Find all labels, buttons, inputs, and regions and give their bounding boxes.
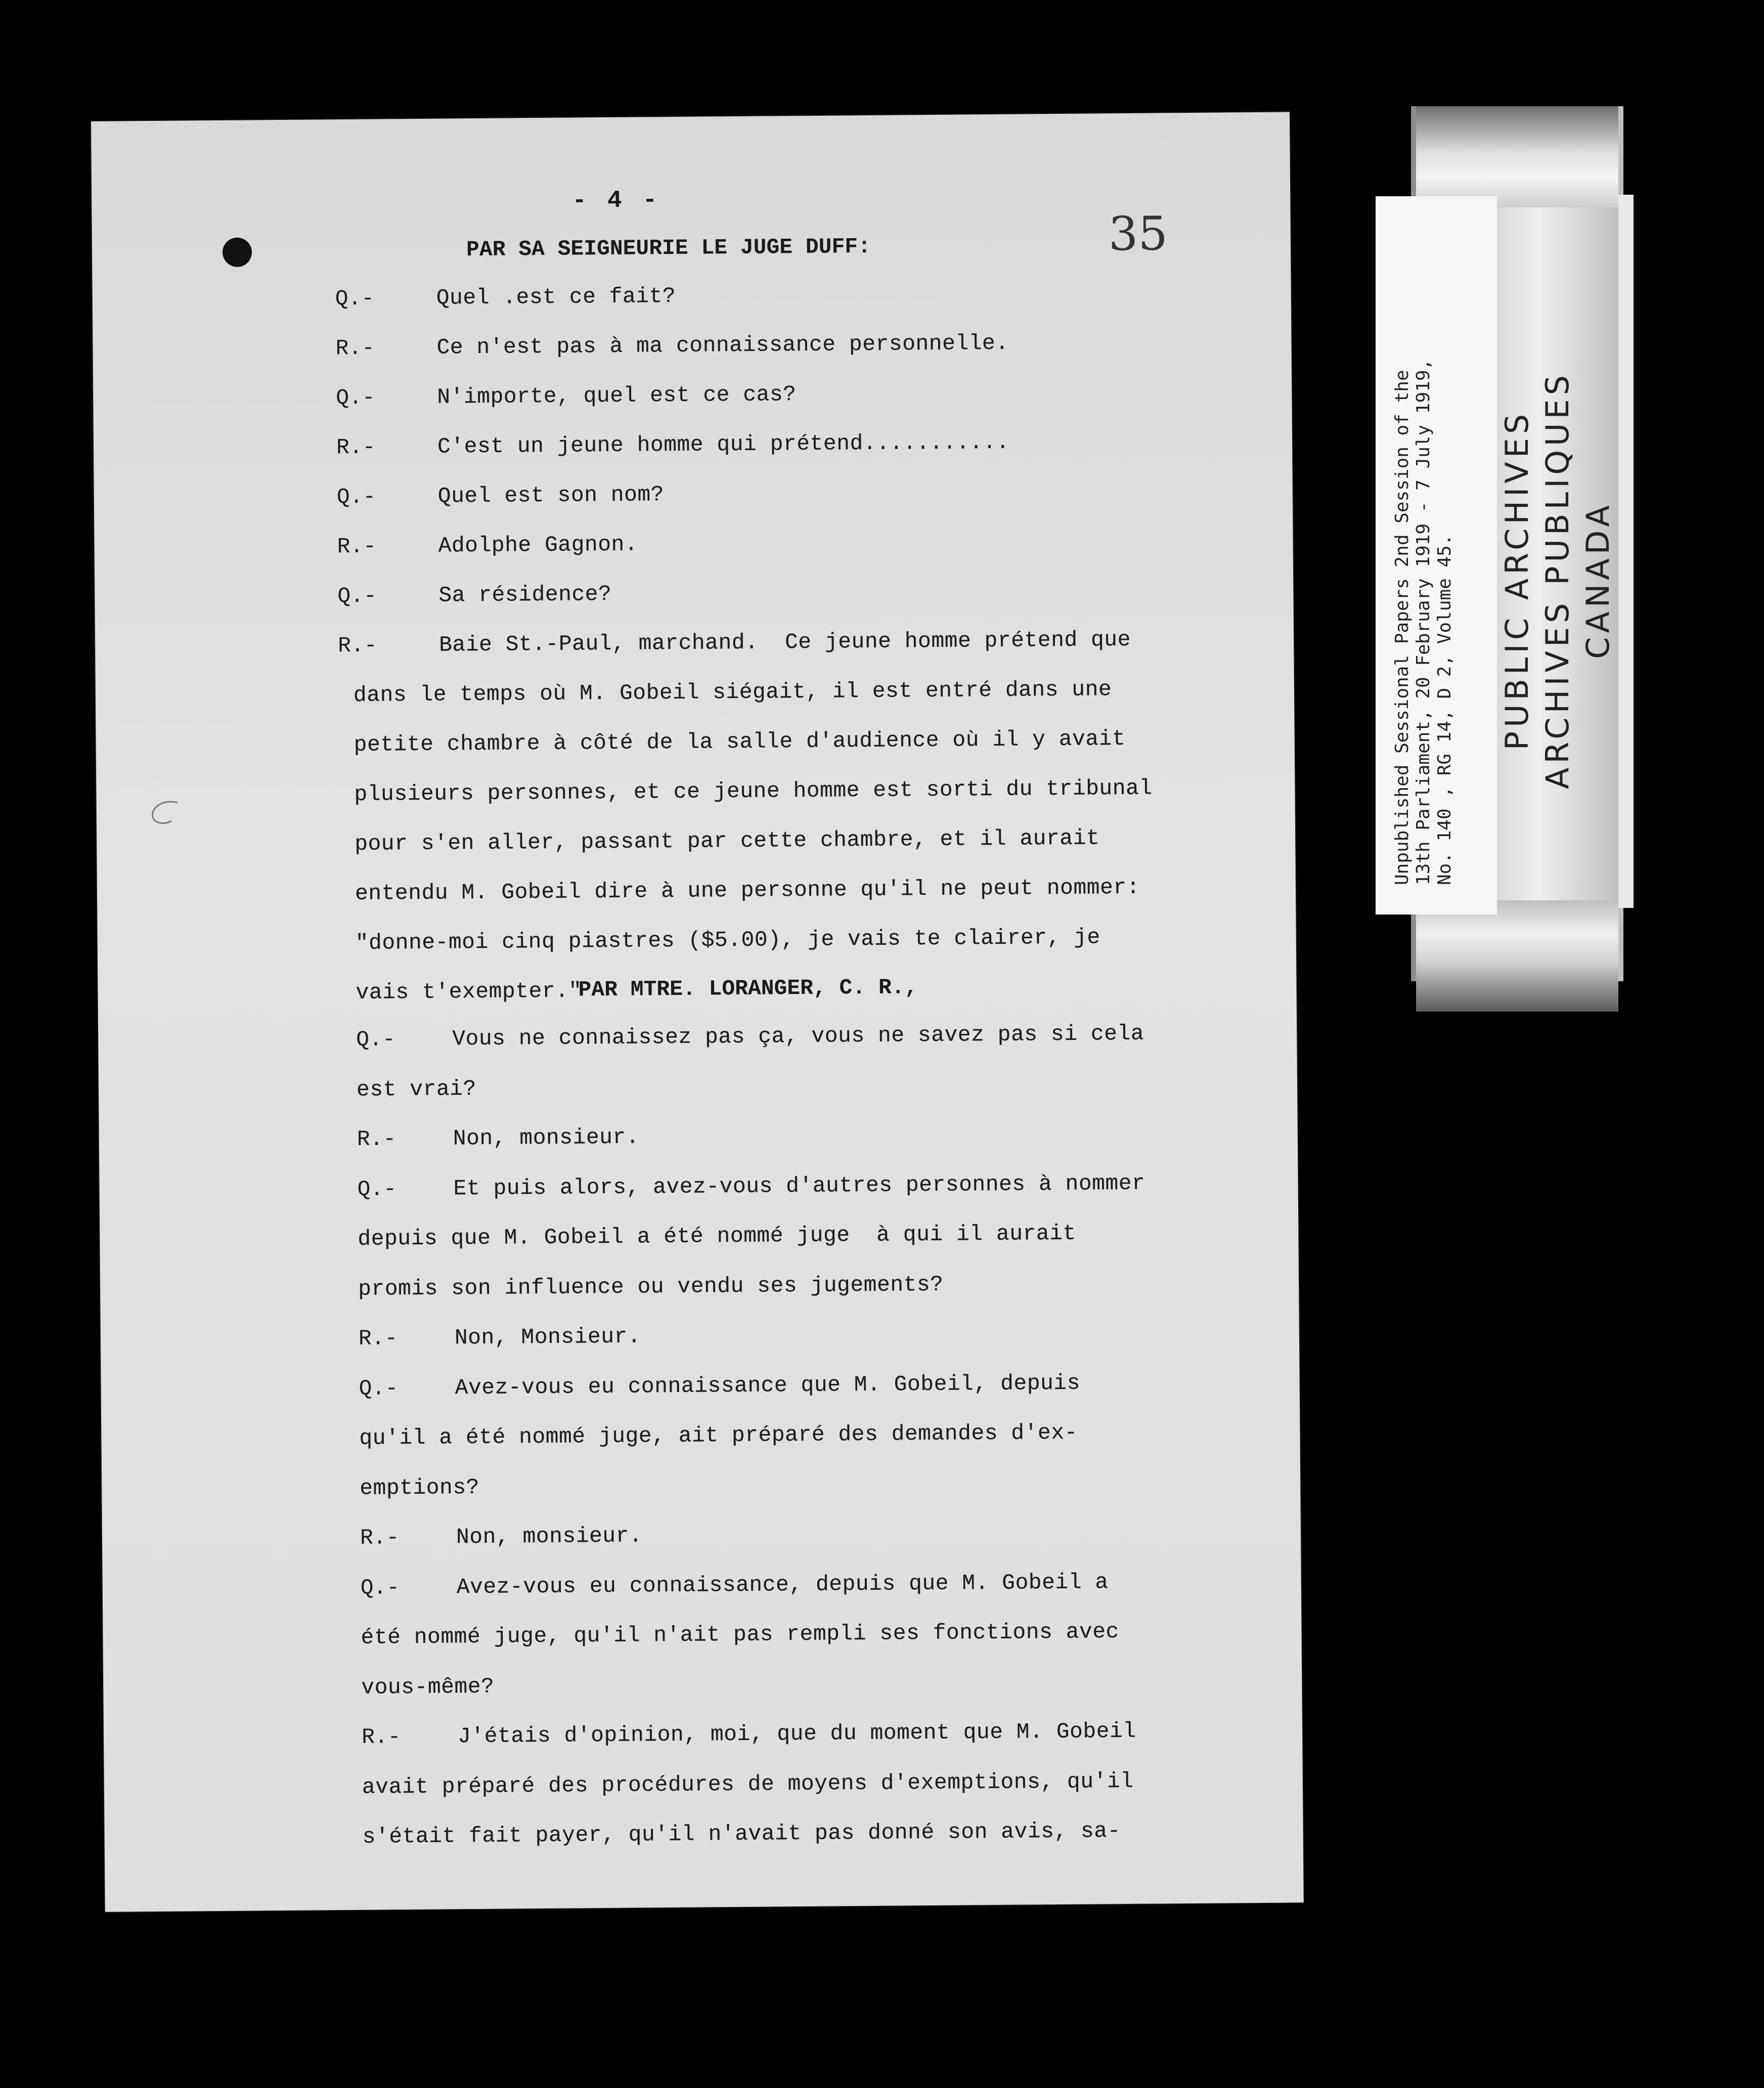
transcript-line: Non, monsieur.	[456, 1523, 643, 1550]
transcript-line: promis son influence ou vendu ses jugements?	[358, 1272, 944, 1301]
transcript-line: Vous ne connaissez pas ça, vous ne savez pas si cela	[452, 1021, 1144, 1052]
speaker-tag: Q.-	[337, 583, 377, 609]
transcript-line: Ce n'est pas à ma connaissance personnelle.	[436, 330, 1009, 360]
speaker-tag: R.-	[361, 1724, 401, 1750]
transcript-line: est vrai?	[356, 1076, 476, 1102]
speaker-tag: Q.-	[336, 484, 376, 510]
transcript-line: été nommé juge, qu'il n'ait pas rempli ses fonctions avec	[361, 1619, 1120, 1650]
heading-juge-duff: PAR SA SEIGNEURIE LE JUGE DUFF:	[466, 234, 871, 263]
speaker-tag: R.-	[337, 633, 377, 659]
archive-tab-bottom-fold	[1416, 900, 1618, 1012]
transcript-line: Quel .est ce fait?	[436, 283, 676, 311]
speaker-tag: R.-	[358, 1326, 398, 1351]
transcript-line: Avez-vous eu connaissance que M. Gobeil, depuis	[455, 1370, 1081, 1400]
citation-line-3: No. 140 , RG 14, D 2, Volume 45.	[1434, 534, 1455, 885]
transcript-line: "donne-moi cinq piastres ($5.00), je vais te clairer, je	[355, 925, 1100, 955]
transcript-line: J'étais d'opinion, moi, que du moment que M. Gobeil	[457, 1718, 1136, 1749]
speaker-tag: R.-	[357, 1126, 396, 1152]
transcript-line: C'est un jeune homme qui prétend...........	[437, 429, 1010, 459]
folio-number: 35	[1108, 206, 1168, 262]
transcript-line: entendu M. Gobeil dire à une personne qu'il ne peut nommer:	[355, 875, 1140, 906]
stamp-line-3: CANADA	[1579, 501, 1616, 659]
transcript-line: vais t'exempter."	[356, 978, 582, 1005]
transcript-line: pour s'en aller, passant par cette chambre, et il aurait	[355, 825, 1100, 856]
punch-hole	[223, 238, 252, 267]
speaker-tag: R.-	[335, 335, 375, 361]
archive-tab-edge	[1618, 195, 1634, 908]
transcript-line: Avez-vous eu connaissance, depuis que M. Gobeil a	[456, 1569, 1109, 1599]
speaker-tag: R.-	[337, 534, 377, 559]
speaker-tag: Q.-	[357, 1176, 397, 1202]
speaker-tag: Q.-	[356, 1027, 395, 1052]
stamp-line-1: PUBLIC ARCHIVES	[1498, 410, 1535, 751]
transcript-line: vous-même?	[361, 1674, 495, 1700]
transcript-line: s'était fait payer, qu'il n'avait pas donné son avis, sa-	[362, 1818, 1121, 1849]
transcript-line: Quel est son nom?	[437, 482, 665, 509]
speaker-tag: R.-	[336, 434, 376, 460]
speaker-tag: Q.-	[335, 286, 375, 312]
transcript-line: N'importe, quel est ce cas?	[437, 382, 797, 410]
pencil-mark	[147, 799, 183, 830]
citation-text	[1392, 359, 1456, 885]
speaker-tag: Q.-	[360, 1575, 400, 1600]
speaker-tag: Q.-	[336, 385, 375, 411]
transcript-line: depuis que M. Gobeil a été nommé juge à qui il aurait	[358, 1221, 1076, 1251]
page-marker: - 4 -	[572, 187, 660, 215]
stamp-line-2: ARCHIVES PUBLIQUES	[1539, 371, 1576, 789]
citation-line-1: Unpublished Sessional Papers 2nd Session of the	[1392, 370, 1413, 885]
heading-loranger: PAR MTRE. LORANGER, C. R.,	[578, 975, 918, 1003]
transcript-line: Baie St.-Paul, marchand. Ce jeune homme prétend que	[438, 627, 1131, 658]
typed-page	[91, 112, 1304, 1912]
transcript-line: emptions?	[360, 1474, 480, 1501]
speaker-tag: Q.-	[359, 1375, 399, 1401]
transcript-line: Et puis alors, avez-vous d'autres personnes à nommer	[453, 1170, 1145, 1201]
archive-tab-top-fold	[1416, 106, 1618, 207]
citation-line-2: 13th Parliament, 20 February 1919 - 7 July 1919,	[1413, 359, 1434, 885]
transcript-line: Sa résidence?	[438, 581, 612, 608]
transcript-line: petite chambre à côté de la salle d'audience où il y avait	[354, 726, 1126, 757]
transcript-line: Adolphe Gagnon.	[438, 532, 638, 558]
transcript-line: plusieurs personnes, et ce jeune homme est sorti du tribunal	[354, 775, 1153, 807]
transcript-line: dans le temps où M. Gobeil siégait, il est entré dans une	[353, 677, 1112, 708]
transcript-line: Non, Monsieur.	[454, 1324, 641, 1351]
archives-stamp	[1497, 371, 1618, 789]
transcript-line: Non, monsieur.	[453, 1124, 640, 1151]
transcript-line: qu'il a été nommé juge, ait préparé des demandes d'ex-	[359, 1420, 1078, 1451]
transcript-line: avait préparé des procédures de moyens d'exemptions, qu'il	[362, 1768, 1134, 1800]
speaker-tag: R.-	[360, 1525, 400, 1550]
